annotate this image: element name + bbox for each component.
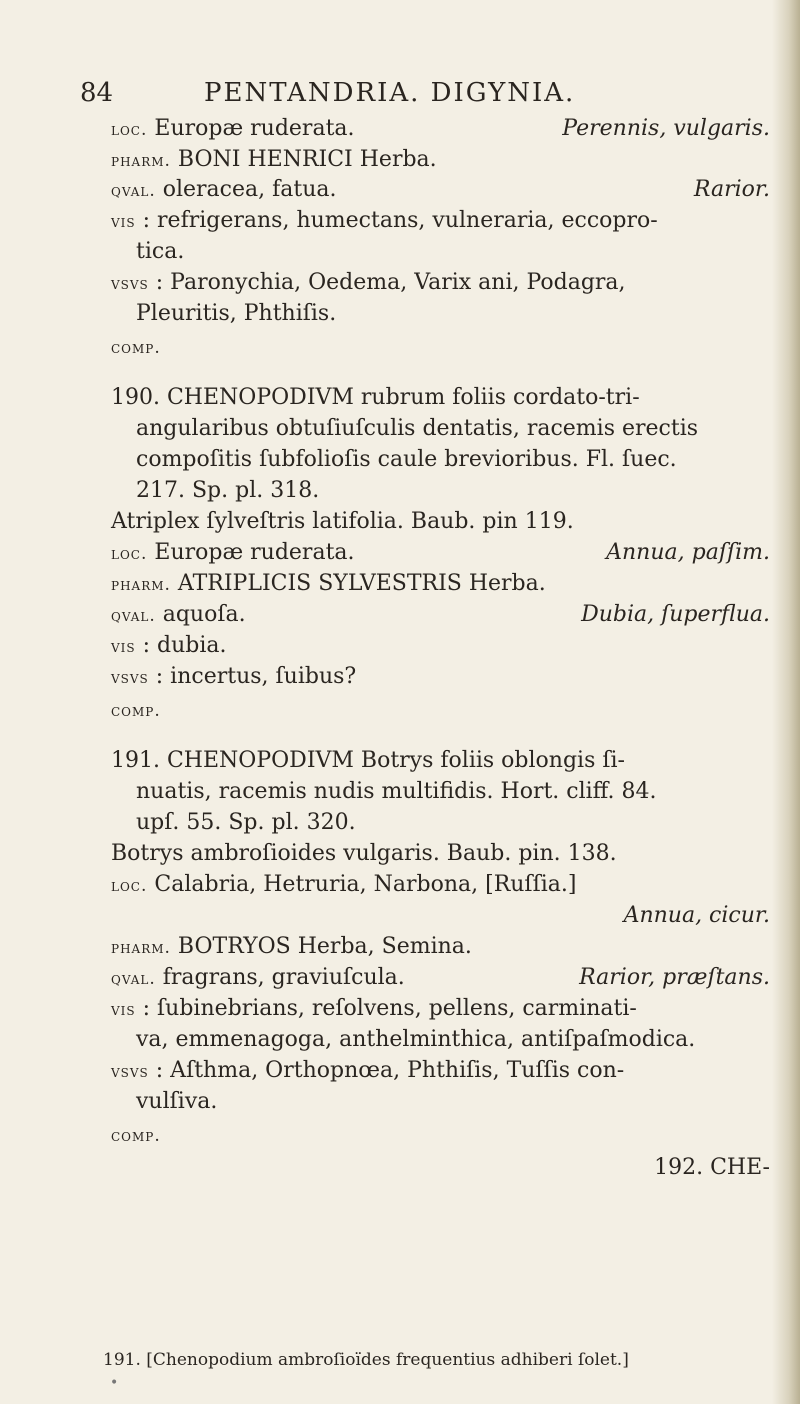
text-line: qval. fragrans, graviuſcula.: [111, 965, 405, 990]
page-number: 84: [80, 78, 114, 108]
text-line: pharm. ATRIPLICIS SYLVESTRIS Herba.: [111, 571, 546, 596]
text-line: nuatis, racemis nudis multifidis. Hort. cliff. 84.: [136, 779, 657, 804]
line-note: Annua, paſſim.: [606, 540, 770, 565]
text-line: loc. Europæ ruderata.: [111, 116, 355, 141]
text-line: 217. Sp. pl. 318.: [136, 478, 320, 503]
text-line: vis : dubia.: [111, 633, 227, 658]
catchword: 192. CHE-: [654, 1155, 770, 1180]
entry-heading: 190. CHENOPODIVM rubrum foliis cordato-tri-: [111, 385, 640, 410]
text-line: qval. aquoſa.: [111, 602, 246, 627]
text-line: comp.: [111, 1126, 161, 1146]
entry-heading: 191. CHENOPODIVM Botrys foliis oblongis ſi-: [111, 748, 625, 773]
page-mark: •: [110, 1375, 119, 1391]
text-line: comp.: [111, 701, 161, 721]
text-line: Pleuritis, Phthiſis.: [136, 301, 337, 326]
footnote: 191. [Chenopodium ambroſioïdes frequentius adhiberi ſolet.]: [103, 1350, 629, 1370]
line-note: Dubia, ſuperflua.: [581, 602, 770, 627]
text-line: vis : refrigerans, humectans, vulneraria, eccopro-: [111, 208, 658, 233]
line-note: Perennis, vulgaris.: [562, 116, 770, 141]
text-line: loc. Europæ ruderata.: [111, 540, 355, 565]
running-title: PENTANDRIA. DIGYNIA.: [204, 78, 576, 108]
text-line: qval. oleracea, fatua.: [111, 177, 337, 202]
text-line: comp.: [111, 338, 161, 358]
text-line: upſ. 55. Sp. pl. 320.: [136, 810, 356, 835]
text-line: vis : ſubinebrians, reſolvens, pellens, carminati-: [111, 996, 637, 1021]
text-line: vsvs : incertus, ſuibus?: [111, 664, 357, 689]
text-line: compoſitis ſubfolioſis caule brevioribus. Fl. ſuec.: [136, 447, 677, 472]
line-note: Annua, cicur.: [623, 903, 770, 928]
text-line: loc. Calabria, Hetruria, Narbona, [Ruſſia.]: [111, 872, 577, 897]
text-line: Atriplex ſylveſtris latifolia. Baub. pin 119.: [111, 509, 574, 534]
text-line: angularibus obtuſiuſculis dentatis, racemis erectis: [136, 416, 699, 441]
line-note: Rarior.: [693, 177, 770, 202]
page-edge-shadow: [772, 0, 800, 1404]
text-line: vsvs : Paronychia, Oedema, Varix ani, Podagra,: [111, 270, 626, 295]
text-line: pharm. BOTRYOS Herba, Semina.: [111, 934, 472, 959]
text-line: pharm. BONI HENRICI Herba.: [111, 147, 437, 172]
line-note: Rarior, præſtans.: [579, 965, 770, 990]
page-header: [80, 78, 770, 118]
text-line: Botrys ambroſioides vulgaris. Baub. pin. 138.: [111, 841, 617, 866]
text-line: vulſiva.: [136, 1089, 218, 1114]
text-line: vsvs : Aſthma, Orthopnœa, Phthiſis, Tuſſis con-: [111, 1058, 625, 1083]
text-line: tica.: [136, 239, 185, 264]
text-line: va, emmenagoga, anthelminthica, antiſpaſmodica.: [136, 1027, 696, 1052]
